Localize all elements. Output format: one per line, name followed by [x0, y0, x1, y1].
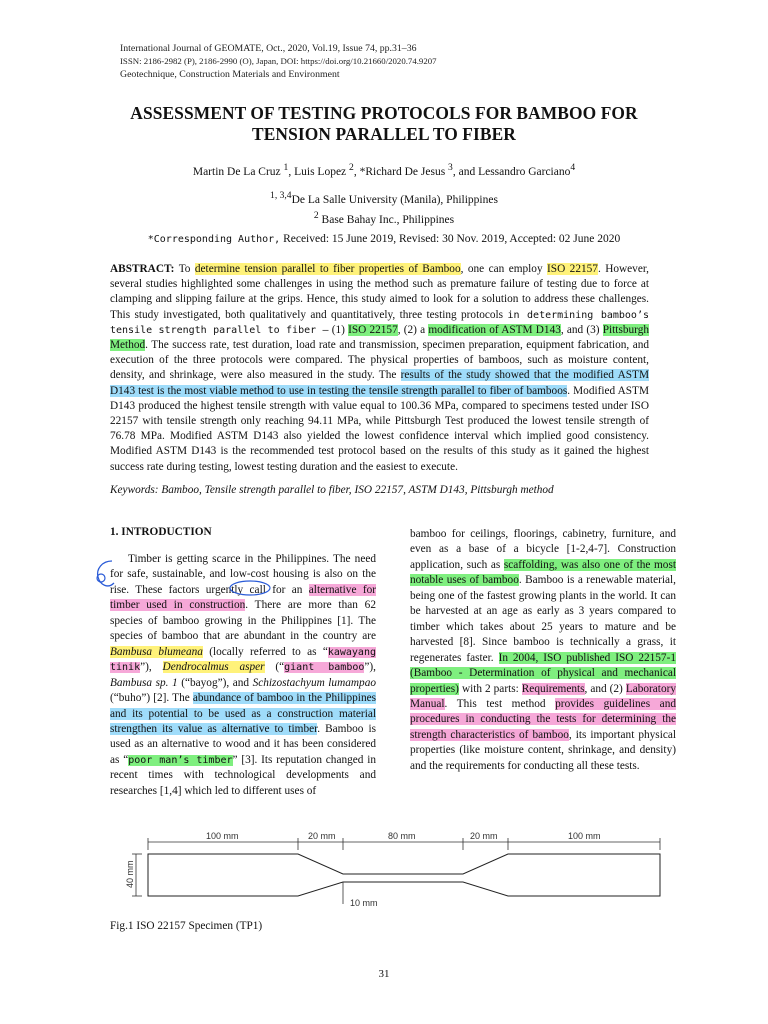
highlight-green: modification of ASTM D143: [428, 323, 561, 336]
highlight-green: In 2004, ISO published ISO 22157-1 (Bamboo - Determination of physical and mechanical properties): [410, 651, 676, 695]
section-heading: 1. INTRODUCTION: [110, 526, 212, 538]
abstract-text: . Modified ASTM D143 produced the highest tensile strength with value equal to 100.36 MPa, compared to specimens tested under ISO 22157 with tensile strength only reaching 94.11 MPa, while Pittsburgh Test produced the lowest tensile strength of 76.78 MPa. Modified ASTM D143 also yielded the lowest confidence interval which implied good consistency. Modified ASTM D143 is the recommended test protocol based on the results of this study as it gained the highest success rate during testing, lowest testing duration and the easiest to execute.: [110, 384, 649, 473]
title-line-2: TENSION PARALLEL TO FIBER: [252, 124, 516, 144]
intro-paragraph: [110, 552, 376, 799]
abstract-text: . However, several studies highlighted some challenges in using the method such as premature failure of testing due to force at clamping and slipping failure at the grips. Hence, this study aimed to look for a solution to address these challenges. This study investigated, both qualitatively and quantitatively, three testing protocols: [110, 263, 649, 321]
species-name: Dendrocalmus asper: [162, 661, 265, 674]
body-text: (“buho”) [2]. The: [110, 692, 190, 705]
column-right: [410, 527, 676, 774]
species-name: Bambusa blumeana: [110, 645, 203, 658]
abstract-text: To: [178, 263, 191, 275]
highlight-blue: abundance of bamboo in the Philippines and its potential to be used as a construction material strengthen its value as alternative to timber: [110, 692, 377, 735]
body-text: . Bamboo is a renewable material, being one of the fastest growing plants in the world. It can be harvested at an age as early as 3 years compared to timber which takes about 25 years to mature and be harvested [8]. Since bamboo is technically a grass, it regenerates faster.: [410, 574, 676, 664]
figure-caption: Fig.1 ISO 22157 Specimen (TP1): [110, 920, 263, 932]
abstract-text: , and (3): [560, 323, 600, 336]
dim-label: 100 mm: [568, 831, 601, 841]
body-text: with 2 parts:: [461, 682, 519, 695]
species-name: Schizostachyum lumampao: [252, 676, 376, 689]
body-text: ”),: [140, 661, 152, 674]
highlight-yellow: ISO 22157: [547, 263, 598, 275]
dim-label: 40 mm: [125, 860, 135, 888]
author-2: Luis Lopez: [294, 165, 347, 178]
body-text: . Bamboo is used as an alternative to wood and it has been considered as “: [110, 722, 376, 766]
body-text: ”),: [364, 661, 376, 674]
subject-line: Geotechnique, Construction Materials and Environment: [120, 69, 340, 80]
highlight-green: Pittsburgh Method: [110, 323, 649, 352]
abstract-text: , one can employ: [460, 263, 543, 275]
abstract-text: , (2) a: [397, 323, 426, 336]
author-3: *Richard De Jesus: [359, 165, 446, 178]
highlight-blue: results of the study showed that the modified ASTM D143 test is the most viable method to use in testing the tensile strength parallel to fiber of bamboos: [110, 369, 649, 397]
body-text: . There are more than 62 species of bamboo growing in the Philippines [1]. The species of bamboo that are abundant in the country are: [110, 599, 376, 643]
highlight-green: poor man’s timber: [128, 754, 233, 766]
highlight-pink: Requirements: [521, 682, 585, 695]
pen-mark-circle: [97, 574, 105, 582]
specimen-diagram: [125, 830, 668, 910]
author-2-sup: 2: [349, 162, 354, 173]
dim-label: 10 mm: [350, 898, 378, 908]
dim-label: 20 mm: [470, 831, 498, 841]
corresponding-author: *Corresponding Author,: [147, 234, 281, 245]
dim-label: 20 mm: [308, 831, 336, 841]
body-text: (“bayog”), and: [181, 676, 250, 689]
highlight-green: scaffolding, was also one of the most notable uses of bamboo: [410, 558, 676, 587]
author-1: Martin De La Cruz: [192, 165, 281, 178]
intro-paragraph-continued: [410, 527, 676, 774]
abstract-label: ABSTRACT:: [110, 263, 175, 275]
abstract: [110, 262, 649, 475]
abstract-text: . The success rate, test duration, load rate and transmission, specimen preparation, equipment fabrication, and execution of the three protocols were compared. The physical properties of bamboos, such as moisture content, density, and shrinkage, were also measured in the study. The: [110, 339, 649, 382]
dim-label: 80 mm: [388, 831, 416, 841]
body-text: , its important physical properties (like moisture content, shrinkage, and density) and the requirements for conducting all these tests.: [410, 728, 677, 772]
body-text: (“: [275, 661, 285, 674]
highlight-yellow: determine tension parallel to fiber properties of Bamboo: [194, 263, 461, 275]
abstract-text: (1): [331, 323, 345, 336]
body-text: , and (2): [584, 682, 623, 695]
author-4: and Lessandro Garciano: [458, 165, 571, 178]
highlight-pink: giant bamboo: [284, 662, 365, 674]
body-text: bamboo for ceilings, floorings, cabinetry, furniture, and even as a base of a bicycle [1-2,4-7]. Construction application, such as: [410, 528, 676, 571]
highlight-pink: kawayang tinik: [110, 646, 376, 674]
affiliation-2: [110, 208, 658, 228]
body-text: . This test method: [444, 697, 546, 710]
received-dates: [110, 232, 658, 247]
affiliation-1: [110, 188, 658, 208]
column-left: [110, 525, 376, 799]
affiliation-2-text: Base Bahay Inc., Philippines: [321, 213, 455, 226]
highlight-pink: Laboratory Manual: [410, 682, 676, 710]
dim-label: 100 mm: [206, 831, 239, 841]
highlight-pink: provides guidelines and procedures in conducting the tests for determining the strength characteristics of bamboo: [410, 697, 676, 741]
affiliations: [110, 188, 658, 228]
author-1-sup: 1: [283, 162, 289, 173]
author-list: Martin De La Cruz $^1$, Luis Lopez $^2$, *Richard De Jesus $^3$, and Lessandro Garciano$^4$: [192, 162, 576, 178]
journal-line: International Journal of GEOMATE, Oct., 2020, Vol.19, Issue 74, pp.31–36: [120, 43, 417, 54]
paper-title: [110, 103, 658, 145]
abstract-handwritten-text: in determining bamboo’s tensile strength parallel to fiber –: [110, 309, 649, 336]
author-4-sup: 4: [570, 162, 576, 173]
affiliation-2-sup: 2: [313, 209, 319, 221]
issn-line: ISSN: 2186-2982 (P), 2186-2990 (O), Japan, DOI: https://doi.org/10.21660/2020.74.9207: [120, 56, 437, 66]
body-text: (locally referred to as “: [209, 645, 328, 658]
keywords: Keywords: Bamboo, Tensile strength parallel to fiber, ISO 22157, ASTM D143, Pittsburgh method: [110, 484, 554, 496]
body-text: Timber is getting scarce in the Philippines. The need for safe, sustainable, and low-cost housing is also on the rise. These factors urgently call for an: [110, 553, 376, 596]
title-line-1: ASSESSMENT OF TESTING PROTOCOLS FOR BAMBOO FOR: [130, 103, 638, 123]
journal-header: [120, 42, 660, 81]
affiliation-1-sup: 1, 3,4: [270, 190, 292, 201]
species-name: Bambusa sp. 1: [110, 676, 178, 689]
highlight-green: ISO 22157: [348, 323, 398, 336]
body-text: ” [3]. Its reputation changed in recent times with technological developments and researches [1,4] which led to different uses of: [110, 753, 377, 797]
author-3-sup: 3: [448, 162, 453, 173]
highlight-pink: alternative for timber used in construction: [110, 583, 377, 612]
page-number: 31: [378, 968, 390, 980]
specimen-outline: [148, 854, 660, 896]
submission-dates: Received: 15 June 2019, Revised: 30 Nov. 2019, Accepted: 02 June 2020: [283, 233, 621, 245]
affiliation-1-text: De La Salle University (Manila), Philippines: [291, 193, 498, 206]
